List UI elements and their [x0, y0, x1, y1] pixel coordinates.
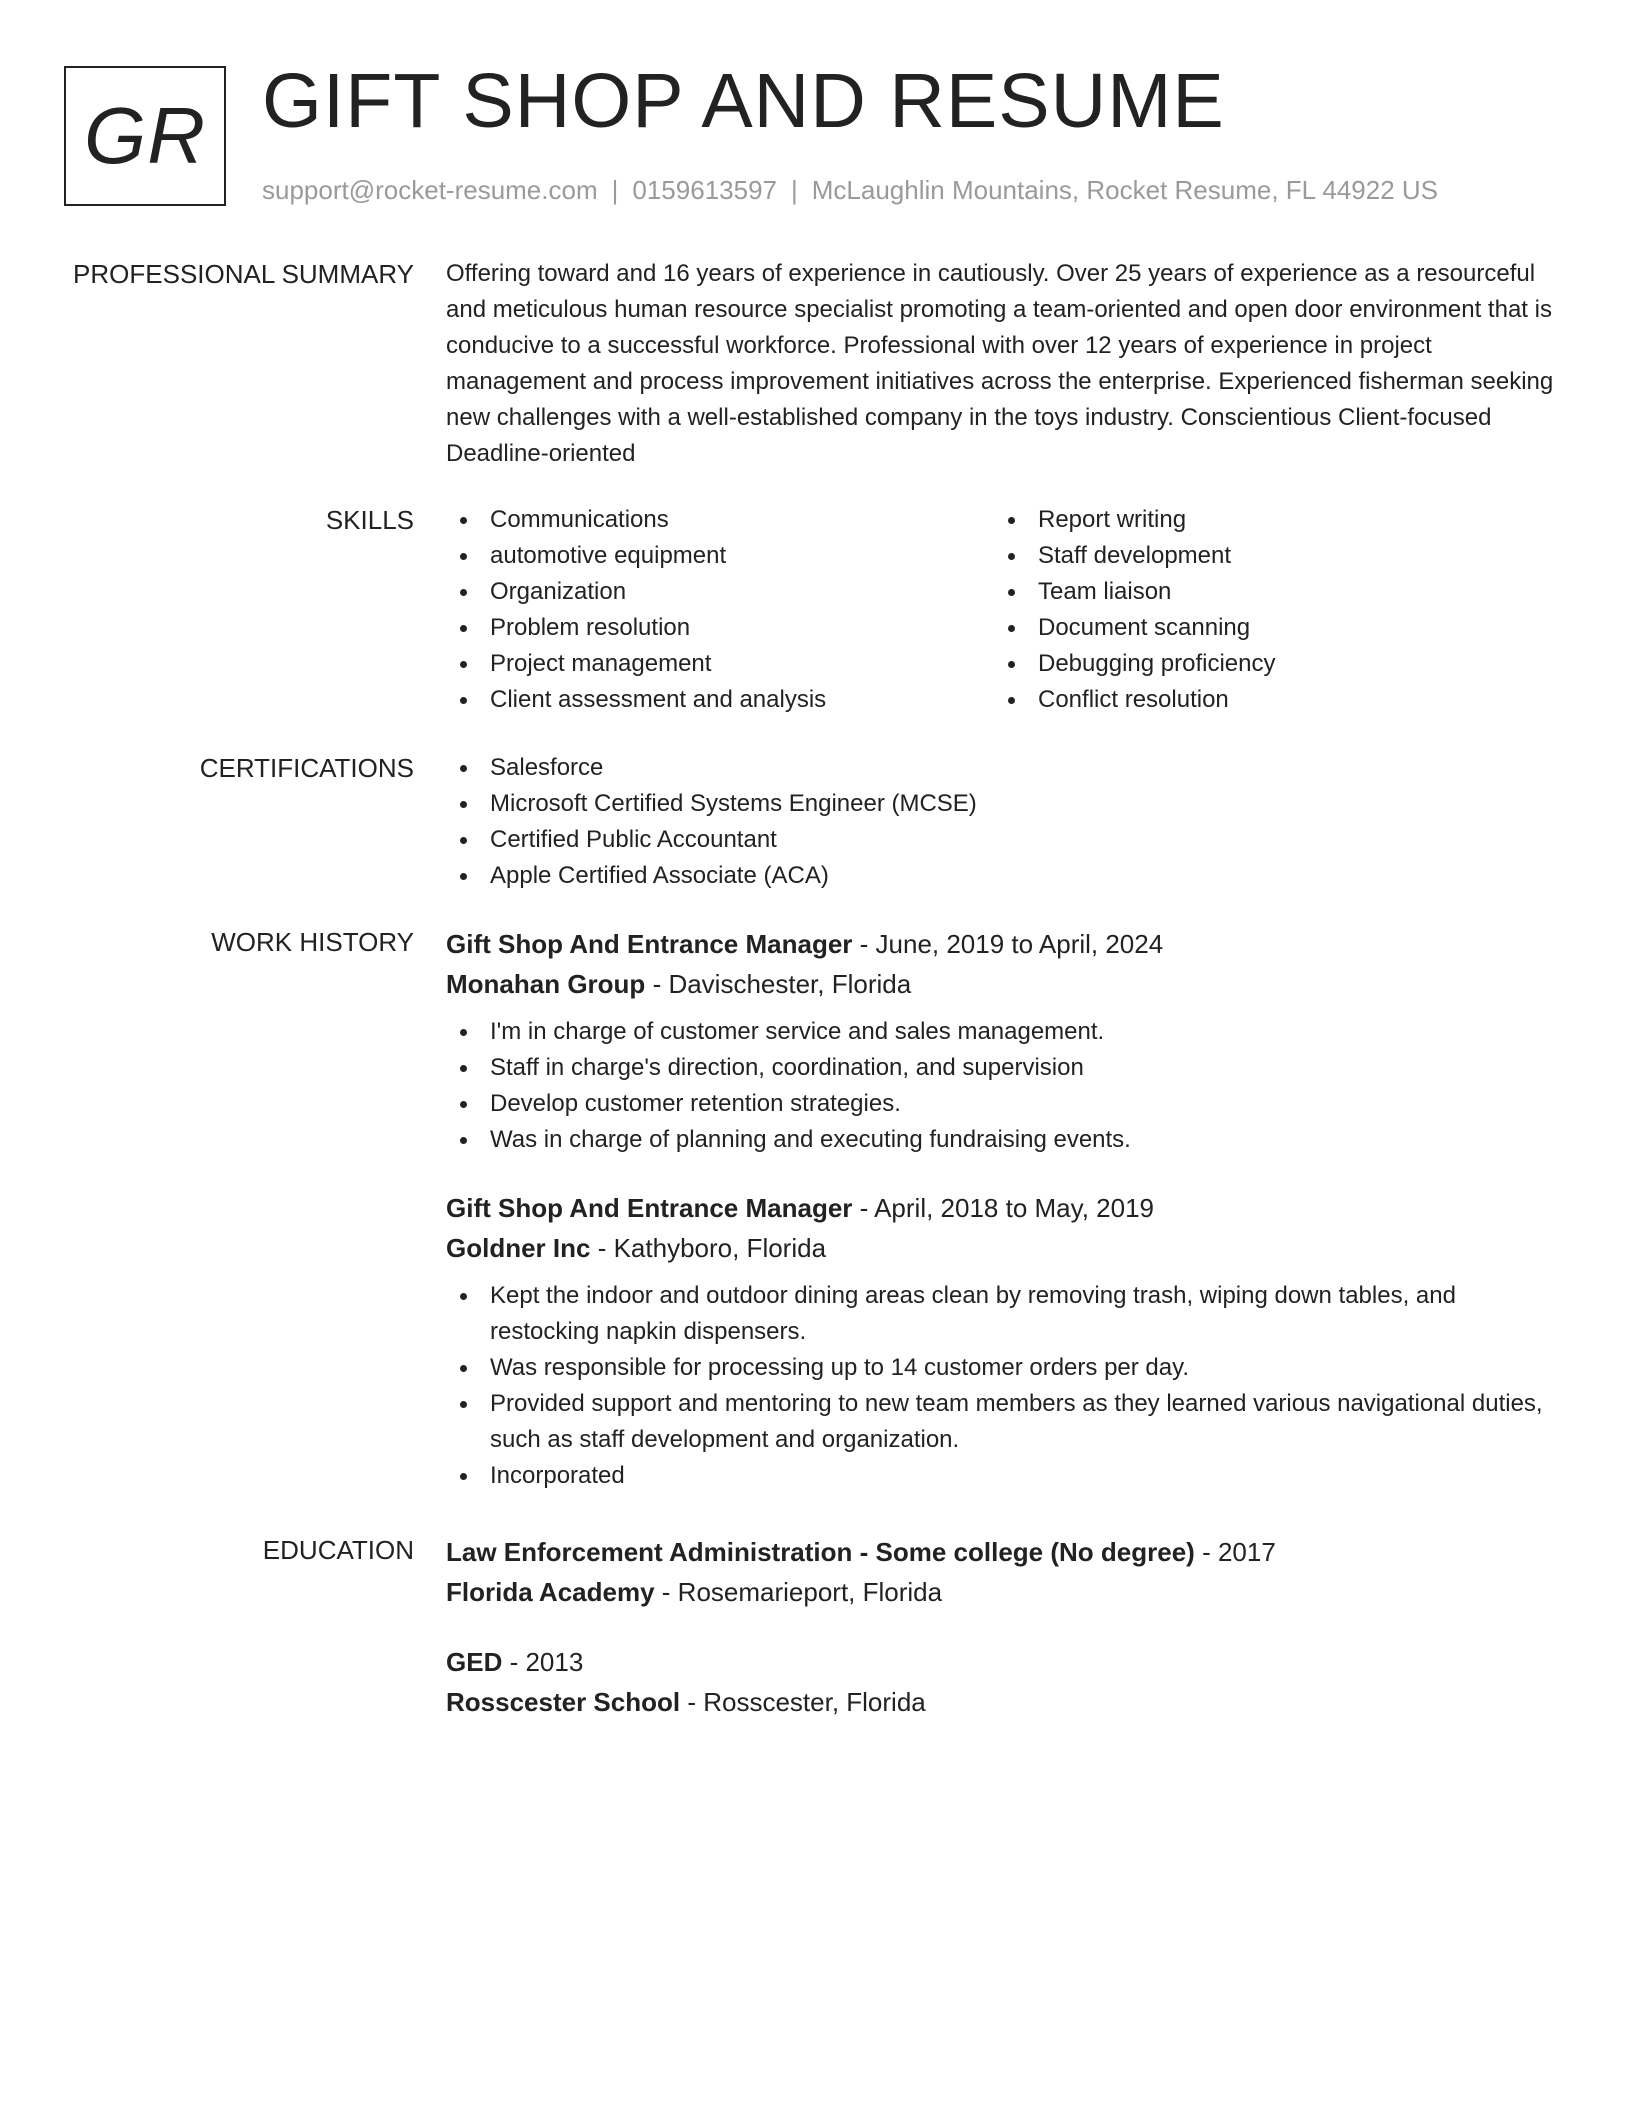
education-location: - Rosscester, Florida — [687, 1687, 926, 1717]
job-duty-item: Was responsible for processing up to 14 customer orders per day. — [446, 1350, 1556, 1386]
job-title: Gift Shop And Entrance Manager — [446, 929, 853, 959]
education-degree: GED — [446, 1647, 503, 1677]
candidate-name: GIFT SHOP AND RESUME — [262, 58, 1225, 144]
skill-item: Organization — [446, 574, 994, 610]
job-company-line — [446, 1228, 1556, 1268]
education-school: Florida Academy — [446, 1577, 655, 1607]
education-degree: Law Enforcement Administration - Some college (No degree) — [446, 1537, 1195, 1567]
contact-separator: | — [611, 175, 619, 205]
certifications-body — [446, 750, 1556, 894]
job-dates: - April, 2018 to May, 2019 — [859, 1193, 1154, 1223]
skill-item: Debugging proficiency — [994, 646, 1542, 682]
job-company-line — [446, 964, 1556, 1004]
education-school-line — [446, 1682, 1556, 1722]
skills-list-right — [994, 502, 1542, 718]
monogram-badge: GR — [64, 66, 226, 206]
certification-item: Salesforce — [446, 750, 1556, 786]
skill-item: automotive equipment — [446, 538, 994, 574]
contact-line — [262, 174, 1438, 206]
education-year: - 2013 — [509, 1647, 584, 1677]
education-entry — [446, 1642, 1556, 1722]
contact-separator: | — [791, 175, 798, 205]
job-duty-item: Staff in charge's direction, coordination, and supervision — [446, 1050, 1556, 1086]
skill-item: Report writing — [994, 502, 1542, 538]
job-duty-item: Incorporated — [446, 1458, 1556, 1494]
job-company: Monahan Group — [446, 969, 646, 999]
section-label-summary: PROFESSIONAL SUMMARY — [73, 259, 414, 289]
job-dates: - June, 2019 to April, 2024 — [859, 929, 1164, 959]
section-label-education: EDUCATION — [262, 1535, 414, 1565]
education-degree-line — [446, 1642, 1556, 1682]
summary-body — [446, 256, 1556, 472]
education-degree-line — [446, 1532, 1556, 1572]
job-location: - Kathyboro, Florida — [597, 1233, 827, 1263]
job-duties — [446, 1014, 1556, 1158]
contact-email[interactable]: support@rocket-resume.com — [262, 175, 598, 205]
certification-item: Certified Public Accountant — [446, 822, 1556, 858]
education-body — [446, 1532, 1556, 1722]
job-title-line — [446, 924, 1556, 964]
contact-address: McLaughlin Mountains, Rocket Resume, FL 44922 US — [811, 175, 1439, 205]
skills-list-left — [446, 502, 994, 718]
skill-item: Problem resolution — [446, 610, 994, 646]
job-duty-item: Provided support and mentoring to new team members as they learned various navigational duties, such as staff development and organization. — [446, 1386, 1556, 1458]
skill-item: Client assessment and analysis — [446, 682, 994, 718]
skill-item: Conflict resolution — [994, 682, 1542, 718]
work-body — [446, 924, 1556, 1494]
certification-item: Apple Certified Associate (ACA) — [446, 858, 1556, 894]
job-location: - Davischester, Florida — [652, 969, 912, 999]
skill-item: Communications — [446, 502, 994, 538]
summary-text: Offering toward and 16 years of experience in cautiously. Over 25 years of experience as a resourceful and meticulous human resource specialist promoting a team-oriented and open door environment that is conducive to a successful workforce. Professional with over 12 years of experience in project management and process improvement initiatives across the enterprise. Experienced fisherman seeking new challenges with a well-established company in the toys industry. Conscientious Client-focused Deadline-oriented — [446, 260, 1554, 467]
education-school-line — [446, 1572, 1556, 1612]
contact-phone[interactable]: 0159613597 — [632, 175, 777, 205]
section-label-skills: SKILLS — [325, 505, 414, 535]
job-title-line — [446, 1188, 1556, 1228]
job-company: Goldner Inc — [446, 1233, 591, 1263]
skill-item: Document scanning — [994, 610, 1542, 646]
education-school: Rosscester School — [446, 1687, 681, 1717]
job-entry — [446, 1188, 1556, 1494]
skill-item: Project management — [446, 646, 994, 682]
skill-item: Team liaison — [994, 574, 1542, 610]
job-duty-item: Kept the indoor and outdoor dining areas clean by removing trash, wiping down tables, and restocking napkin dispensers. — [446, 1278, 1556, 1350]
skills-columns — [446, 502, 1556, 718]
job-duty-item: Was in charge of planning and executing fundraising events. — [446, 1122, 1556, 1158]
certifications-list — [446, 750, 1556, 894]
job-duty-item: Develop customer retention strategies. — [446, 1086, 1556, 1122]
job-title: Gift Shop And Entrance Manager — [446, 1193, 853, 1223]
education-location: - Rosemarieport, Florida — [661, 1577, 943, 1607]
job-duty-item: I'm in charge of customer service and sales management. — [446, 1014, 1556, 1050]
skill-item: Staff development — [994, 538, 1542, 574]
job-duties — [446, 1278, 1556, 1494]
education-year: - 2017 — [1202, 1537, 1276, 1567]
section-label-work: WORK HISTORY — [211, 927, 414, 957]
job-entry — [446, 924, 1556, 1158]
section-label-certifications: CERTIFICATIONS — [199, 753, 414, 783]
education-entry — [446, 1532, 1556, 1612]
certification-item: Microsoft Certified Systems Engineer (MCSE) — [446, 786, 1556, 822]
